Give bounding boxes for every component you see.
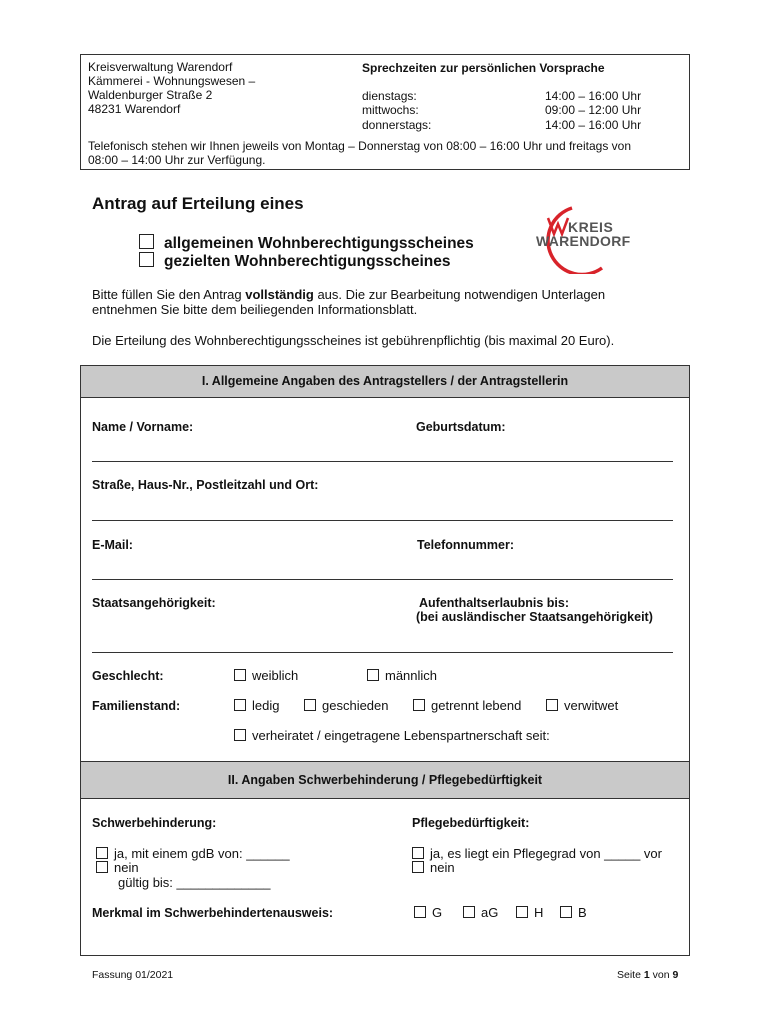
male-checkbox[interactable] [367, 669, 379, 681]
single-checkbox[interactable] [234, 699, 246, 711]
form-frame [80, 365, 690, 956]
disability-yes-checkbox[interactable] [96, 847, 108, 859]
name-field[interactable] [92, 461, 673, 462]
disability-yes-label: ja, mit einem gdB von: ______ [114, 846, 290, 861]
option-general-wbs[interactable] [139, 234, 474, 253]
disability-no-label: nein [114, 860, 139, 875]
page-mid: von [649, 969, 673, 981]
office-hours-title: Sprechzeiten zur persönlichen Vorsprache [362, 61, 605, 75]
mark-label: Merkmal im Schwerbehindertenausweis: [92, 906, 334, 920]
office-hours-time: 14:00 – 16:00 Uhr [545, 118, 642, 132]
widowed-checkbox[interactable] [546, 699, 558, 711]
mark-option-g[interactable] [414, 905, 442, 920]
care-yes-option[interactable] [412, 846, 662, 861]
care-no-checkbox[interactable] [412, 861, 424, 873]
mark-ag-checkbox[interactable] [463, 906, 475, 918]
kreis-warendorf-logo [532, 202, 647, 274]
care-yes-label: ja, es liegt ein Pflegegrad von _____ vor [430, 846, 662, 861]
mark-b-checkbox[interactable] [560, 906, 572, 918]
specific-wbs-label: gezielten Wohnberechtigungsscheines [164, 253, 451, 270]
phone-note [88, 139, 688, 167]
address-line: Waldenburger Straße 2 [88, 88, 213, 102]
specific-wbs-checkbox[interactable] [139, 252, 154, 267]
marital-option-single[interactable] [234, 698, 279, 713]
address-label: Straße, Haus-Nr., Postleitzahl und Ort: [92, 478, 319, 492]
divorced-label: geschieden [322, 698, 389, 713]
office-hours-day: dienstags: [362, 89, 417, 103]
mark-option-ag[interactable] [463, 905, 498, 920]
logo-line-kreis: KREIS [568, 219, 614, 235]
page-total: 9 [672, 969, 679, 981]
address-line: 48231 Warendorf [88, 102, 181, 116]
intro-line [92, 287, 688, 302]
female-label: weiblich [252, 668, 299, 683]
section2-title: II. Angaben Schwerbehinderung / Pflegebedürftigkeit [227, 773, 543, 787]
logo-line-warendorf: WARENDORF [536, 233, 631, 249]
nationality-label: Staatsangehörigkeit: [92, 596, 216, 610]
general-wbs-label: allgemeinen Wohnberechtigungsscheines [164, 235, 474, 252]
care-label: Pflegebedürftigkeit: [412, 816, 530, 830]
office-hours-day: mittwochs: [362, 103, 419, 117]
general-wbs-checkbox[interactable] [139, 234, 154, 249]
marital-option-widowed[interactable] [546, 698, 618, 713]
female-checkbox[interactable] [234, 669, 246, 681]
section1-header [80, 365, 690, 398]
mark-b-label: B [578, 905, 587, 920]
phone-label: Telefonnummer: [417, 538, 514, 552]
marital-option-separated[interactable] [413, 698, 521, 713]
section1-title: I. Allgemeine Angaben des Antragstellers / der Antragstellerin [201, 374, 569, 388]
intro-post: aus. Die zur Bearbeitung notwendigen Unterlagen [313, 287, 606, 302]
birthdate-label: Geburtsdatum: [416, 420, 506, 434]
disability-no-checkbox[interactable] [96, 861, 108, 873]
male-label: männlich [385, 668, 438, 683]
gender-label: Geschlecht: [92, 669, 164, 683]
section2-header [80, 761, 690, 799]
version-label: Fassung 01/2021 [92, 969, 174, 981]
phone-note-line: Telefonisch stehen wir Ihnen jeweils von Montag – Donnerstag von 08:00 – 16:00 Uhr und freitags von [88, 139, 631, 153]
nationality-field[interactable] [92, 652, 673, 653]
residence-note: (bei ausländischer Staatsangehörigkeit) [416, 610, 653, 624]
intro-emphasis: vollständig [245, 287, 314, 302]
page-current: 1 [643, 969, 650, 981]
marital-option-divorced[interactable] [304, 698, 389, 713]
mark-option-h[interactable] [516, 905, 543, 920]
fee-note: Die Erteilung des Wohnberechtigungsscheines ist gebührenpflichtig (bis maximal 20 Euro). [92, 333, 615, 348]
address-field[interactable] [92, 520, 673, 521]
married-checkbox[interactable] [234, 729, 246, 741]
marital-option-married[interactable] [234, 728, 550, 743]
email-label: E-Mail: [92, 538, 133, 552]
form-title: Antrag auf Erteilung eines [92, 194, 304, 213]
separated-label: getrennt lebend [431, 698, 522, 713]
marital-label: Familienstand: [92, 699, 181, 713]
separated-checkbox[interactable] [413, 699, 425, 711]
mark-h-label: H [534, 905, 544, 920]
office-hours-time: 09:00 – 12:00 Uhr [545, 103, 642, 117]
office-hours-time: 14:00 – 16:00 Uhr [545, 89, 642, 103]
page-number [617, 969, 678, 981]
disability-yes-option[interactable] [96, 846, 290, 861]
married-label: verheiratet / eingetragene Lebenspartnerschaft seit: [252, 728, 550, 743]
divorced-checkbox[interactable] [304, 699, 316, 711]
mark-option-b[interactable] [560, 905, 587, 920]
address-block [88, 60, 255, 116]
care-no-option[interactable] [412, 860, 455, 875]
intro-text [92, 287, 688, 317]
office-hours-day: donnerstags: [362, 118, 432, 132]
option-specific-wbs[interactable] [139, 252, 451, 271]
gender-option-male[interactable] [367, 668, 437, 683]
valid-until-field[interactable]: gültig bis: _____________ [118, 875, 271, 890]
mark-g-checkbox[interactable] [414, 906, 426, 918]
single-label: ledig [252, 698, 280, 713]
name-label: Name / Vorname: [92, 420, 194, 434]
disability-label: Schwerbehinderung: [92, 816, 217, 830]
address-line: Kämmerei - Wohnungswesen – [88, 74, 256, 88]
intro-line: entnehmen Sie bitte dem beiliegenden Informationsblatt. [92, 302, 418, 317]
care-no-label: nein [430, 860, 455, 875]
residence-label: Aufenthaltserlaubnis bis: [419, 596, 570, 610]
intro-pre: Bitte füllen Sie den Antrag [92, 287, 246, 302]
disability-no-option[interactable] [96, 860, 139, 875]
mark-h-checkbox[interactable] [516, 906, 528, 918]
care-yes-checkbox[interactable] [412, 847, 424, 859]
phone-note-line: 08:00 – 14:00 Uhr zur Verfügung. [88, 153, 266, 167]
widowed-label: verwitwet [564, 698, 619, 713]
gender-option-female[interactable] [234, 668, 298, 683]
email-phone-field[interactable] [92, 579, 673, 580]
mark-g-label: G [432, 905, 443, 920]
mark-ag-label: aG [481, 905, 499, 920]
address-line: Kreisverwaltung Warendorf [88, 60, 233, 74]
page-pre: Seite [617, 969, 644, 981]
